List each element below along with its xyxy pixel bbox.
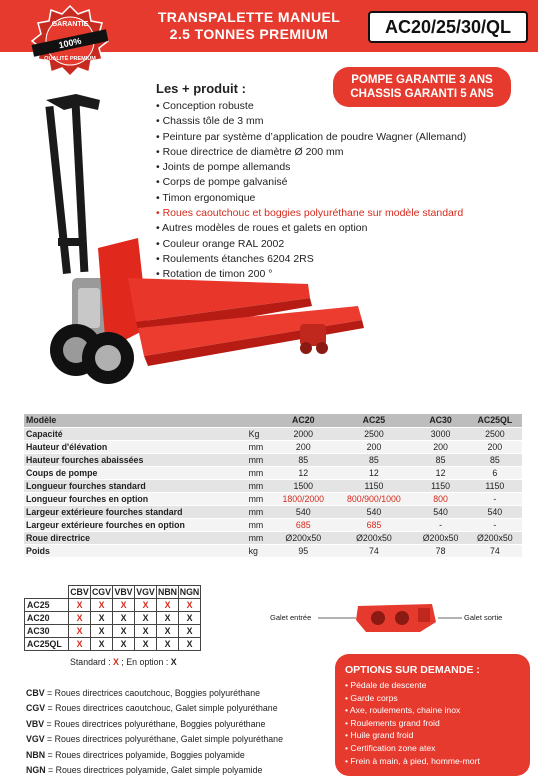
specs-cell: 3000	[413, 427, 467, 440]
definition-item	[26, 763, 326, 778]
definition-text: = Roues directrices polyamide, Galet simple polyamide	[45, 765, 263, 776]
specs-body	[24, 427, 522, 557]
grid-col-header: NBN	[157, 587, 178, 597]
specs-cell: 540	[413, 505, 467, 518]
specs-cell: 200	[468, 440, 522, 453]
specs-row-unit: mm	[247, 453, 273, 466]
specs-cell: Ø200x50	[334, 531, 413, 544]
specs-row-label: Roue directrice	[24, 531, 247, 544]
grid-cell: X	[113, 638, 135, 651]
definition-item	[26, 686, 326, 701]
specs-row-unit: mm	[247, 440, 273, 453]
guarantee-badge	[26, 4, 114, 78]
definition-item	[26, 732, 326, 747]
specs-cell: -	[468, 492, 522, 505]
specs-row-label: Longueur fourches en option	[24, 492, 247, 505]
specs-cell: Ø200x50	[272, 531, 334, 544]
model-code: AC20/25/30/QL	[368, 11, 528, 43]
grid-col-header: NGN	[179, 587, 200, 597]
badge-mid-text: 100%	[57, 35, 83, 51]
specs-row	[24, 492, 522, 505]
grid-legend	[70, 657, 177, 667]
specs-row	[24, 505, 522, 518]
grid-corner	[25, 586, 69, 599]
definition-text: = Roues directrices polyuréthane, Boggies polyuréthane	[44, 718, 266, 729]
options-title: OPTIONS SUR DEMANDE :	[345, 664, 480, 676]
specs-cell: 1500	[272, 479, 334, 492]
specs-cell: 85	[334, 453, 413, 466]
grid-cell: X	[91, 599, 113, 612]
grid-cell: X	[69, 638, 91, 651]
grid-cell: X	[69, 612, 91, 625]
definition-text: = Roues directrices polyuréthane, Galet simple polyuréthane	[44, 734, 283, 745]
specs-row	[24, 453, 522, 466]
grid-row	[25, 638, 201, 651]
specs-cell: 6	[468, 466, 522, 479]
feature-item: • Rotation de timon 200 °	[156, 267, 536, 282]
title-line-2: 2.5 TONNES PREMIUM	[169, 26, 329, 42]
definition-code: CBV	[26, 688, 45, 698]
badge-top-text: GARANTIE	[51, 21, 89, 28]
grid-cell: X	[69, 599, 91, 612]
specs-cell: 800/900/1000	[334, 492, 413, 505]
features-block	[156, 81, 536, 283]
specs-cell: 540	[272, 505, 334, 518]
grid-cell: X	[157, 638, 179, 651]
specs-header-cell: Modèle	[24, 414, 247, 427]
galet-entry-label: Galet entrée	[270, 613, 312, 622]
feature-item: • Roue directrice de diamètre Ø 200 mm	[156, 145, 536, 160]
specs-cell: 540	[334, 505, 413, 518]
specs-row	[24, 466, 522, 479]
specs-header-cell	[247, 414, 273, 427]
grid-header-row	[25, 586, 201, 599]
title-line-1: TRANSPALETTE MANUEL	[157, 9, 341, 25]
specs-row	[24, 518, 522, 531]
specs-cell: Ø200x50	[468, 531, 522, 544]
specs-cell: 85	[468, 453, 522, 466]
grid-cell: X	[135, 612, 157, 625]
specs-row-label: Largeur extérieure fourches standard	[24, 505, 247, 518]
specs-cell: 1150	[334, 479, 413, 492]
grid-cell: X	[179, 612, 201, 625]
specs-row-label: Hauteur fourches abaissées	[24, 453, 247, 466]
definition-code: VGV	[26, 734, 45, 745]
grid-row-model: AC30	[25, 625, 69, 638]
specs-cell: Ø200x50	[413, 531, 467, 544]
warranty-line-2: CHASSIS GARANTI 5 ANS	[350, 88, 494, 100]
specs-cell: 200	[334, 440, 413, 453]
specs-cell: 2000	[272, 427, 334, 440]
specs-header-cell: AC30	[413, 414, 467, 427]
specs-cell: 685	[272, 518, 334, 531]
feature-item: • Roulements étanches 6204 2RS	[156, 252, 536, 267]
definition-text: = Roues directrices caoutchouc, Boggies polyuréthane	[44, 688, 260, 698]
definition-item	[26, 748, 326, 763]
specs-row	[24, 544, 522, 557]
legend-option-mark: X	[170, 657, 177, 667]
specs-header-cell: AC25QL	[468, 414, 522, 427]
specs-cell: 12	[334, 466, 413, 479]
specs-cell: 2500	[334, 427, 413, 440]
specs-cell: 1150	[413, 479, 467, 492]
grid-col-header: CBV	[70, 587, 89, 597]
grid-col-header: CGV	[91, 587, 112, 597]
grid-row-model: AC25	[25, 599, 69, 612]
specs-row-label: Capacité	[24, 427, 247, 440]
specs-cell: 1150	[468, 479, 522, 492]
specs-row	[24, 479, 522, 492]
specs-row-unit: mm	[247, 492, 273, 505]
grid-cell: X	[135, 638, 157, 651]
grid-cell: X	[157, 612, 179, 625]
specs-cell: 685	[334, 518, 413, 531]
specs-row	[24, 427, 522, 440]
grid-cell: X	[157, 599, 179, 612]
badge-bottom-text: QUALITÉ PREMIUM	[44, 56, 96, 62]
grid-cell: X	[179, 599, 201, 612]
feature-item: • Timon ergonomique	[156, 191, 536, 206]
grid-row	[25, 612, 201, 625]
grid-cell: X	[179, 625, 201, 638]
definition-text: = Roues directrices polyamide, Boggies polyamide	[45, 749, 245, 760]
specs-cell: -	[468, 518, 522, 531]
specs-cell: 1800/2000	[272, 492, 334, 505]
grid-col-header: VBV	[114, 587, 133, 597]
specs-cell: 540	[468, 505, 522, 518]
specs-cell: 85	[413, 453, 467, 466]
options-list	[345, 679, 520, 767]
specs-header-cell: AC20	[272, 414, 334, 427]
definition-code: VBV	[26, 718, 45, 729]
option-item: • Axe, roulements, chaine inox	[345, 704, 520, 717]
grid-cell: X	[157, 625, 179, 638]
feature-item: • Conception robuste	[156, 99, 536, 114]
specs-row-unit: kg	[247, 544, 273, 557]
definition-code: CGV	[26, 703, 46, 714]
page-title	[140, 9, 358, 43]
specs-cell: 800	[413, 492, 467, 505]
definition-code: NGN	[26, 765, 46, 776]
specs-row	[24, 531, 522, 544]
specs-row-unit: mm	[247, 518, 273, 531]
specs-row-unit: mm	[247, 466, 273, 479]
feature-item: • Corps de pompe galvanisé	[156, 175, 536, 190]
definition-text: = Roues directrices caoutchouc, Galet simple polyuréthane	[45, 703, 278, 714]
specs-cell: 2500	[468, 427, 522, 440]
features-list	[156, 99, 536, 283]
grid-body	[25, 599, 201, 651]
grid-cell: X	[135, 599, 157, 612]
grid-row	[25, 625, 201, 638]
galet-exit-label: Galet sortie	[464, 613, 503, 622]
specs-row-label: Largeur extérieure fourches en option	[24, 518, 247, 531]
legend-option-label: ; En option :	[118, 657, 171, 667]
definition-code: NBN	[26, 749, 46, 760]
feature-item: • Joints de pompe allemands	[156, 160, 536, 175]
specs-cell: 95	[272, 544, 334, 557]
specs-cell: 78	[413, 544, 467, 557]
legend-standard-label: Standard :	[70, 657, 114, 667]
specs-table	[24, 414, 522, 558]
specs-cell: 12	[272, 466, 334, 479]
specs-row-unit: mm	[247, 479, 273, 492]
grid-cell: X	[179, 638, 201, 651]
legend-standard-mark: X	[113, 657, 119, 667]
specs-cell: 85	[272, 453, 334, 466]
specs-cell: 74	[334, 544, 413, 557]
specs-header-row	[24, 414, 522, 427]
option-item: • Certification zone atex	[345, 742, 520, 755]
specs-row-label: Hauteur d'élévation	[24, 440, 247, 453]
specs-row-unit: mm	[247, 505, 273, 518]
grid-cell: X	[91, 638, 113, 651]
grid-row-model: AC20	[25, 612, 69, 625]
specs-row-label: Coups de pompe	[24, 466, 247, 479]
options-box	[335, 654, 530, 776]
specs-row	[24, 440, 522, 453]
specs-row-label: Longueur fourches standard	[24, 479, 247, 492]
specs-row-unit: mm	[247, 531, 273, 544]
grid-cell: X	[113, 599, 135, 612]
option-item: • Huile grand froid	[345, 729, 520, 742]
grid-cell: X	[91, 625, 113, 638]
grid-col-header: VGV	[136, 587, 155, 597]
definitions-list	[26, 686, 326, 778]
specs-row-unit: Kg	[247, 427, 273, 440]
definition-item	[26, 717, 326, 732]
option-item: • Pédale de descente	[345, 679, 520, 692]
grid-row-model: AC25QL	[25, 638, 69, 651]
feature-item: • Autres modèles de roues et galets en option	[156, 221, 536, 236]
specs-cell: 200	[272, 440, 334, 453]
grid-cell: X	[91, 612, 113, 625]
features-title: Les + produit :	[156, 81, 246, 96]
specs-row-label: Poids	[24, 544, 247, 557]
feature-item: • Roues caoutchouc et boggies polyuréthane sur modèle standard	[156, 206, 536, 221]
specs-cell: -	[413, 518, 467, 531]
feature-item: • Chassis tôle de 3 mm	[156, 114, 536, 129]
grid-cell: X	[69, 625, 91, 638]
grid-cell: X	[113, 612, 135, 625]
option-item: • Roulements grand froid	[345, 717, 520, 730]
wheel-options-grid	[24, 585, 201, 651]
option-item: • Garde corps	[345, 692, 520, 705]
feature-item: • Peinture par système d’application de poudre Wagner (Allemand)	[156, 130, 536, 145]
grid-cell: X	[135, 625, 157, 638]
specs-header-cell: AC25	[334, 414, 413, 427]
feature-item: • Couleur orange RAL 2002	[156, 237, 536, 252]
grid-row	[25, 599, 201, 612]
grid-cell: X	[113, 625, 135, 638]
specs-cell: 200	[413, 440, 467, 453]
warranty-line-1: POMPE GARANTIE 3 ANS	[351, 74, 493, 86]
specs-cell: 12	[413, 466, 467, 479]
specs-cell: 74	[468, 544, 522, 557]
option-item: • Frein à main, à pied, homme-mort	[345, 755, 520, 768]
definition-item	[26, 701, 326, 716]
